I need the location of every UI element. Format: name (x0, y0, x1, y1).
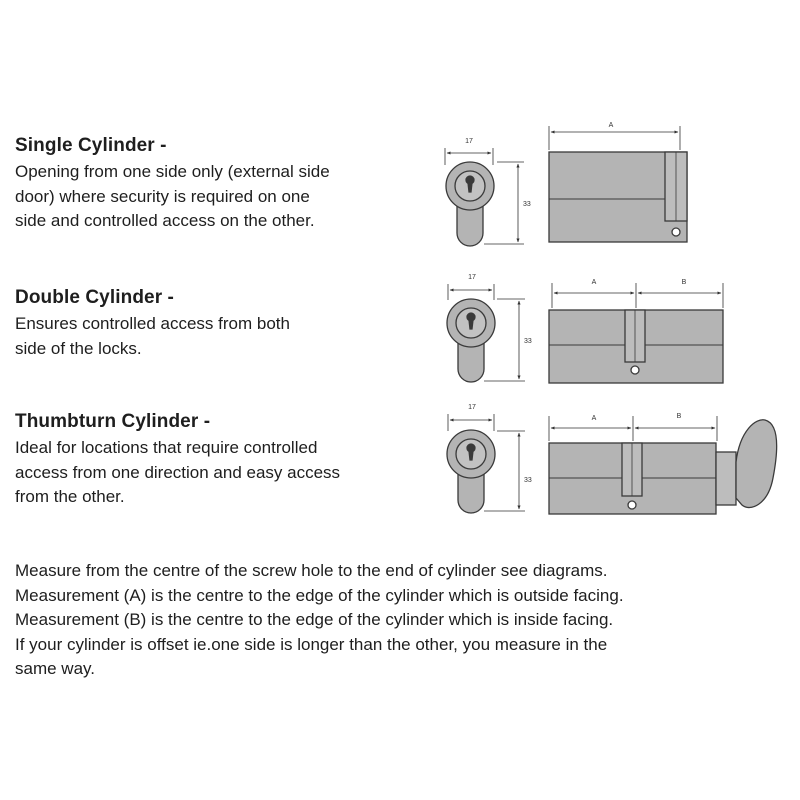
instruction-line: If your cylinder is offset ie.one side is longer than the other, you measure in the (15, 634, 608, 654)
section-title: Single Cylinder - (15, 135, 167, 156)
thumbturn-side-view (549, 420, 777, 514)
a-label: A (608, 122, 614, 129)
measurement-instructions (15, 559, 795, 682)
thumbturn-knob (736, 420, 777, 508)
b-label: B (681, 279, 687, 286)
thumbturn-end-profile (447, 430, 495, 513)
single-width-dimension (445, 138, 493, 165)
a-label: A (591, 279, 597, 286)
section-description: Ensures controlled access from both side of the locks. (15, 314, 290, 358)
double-width-dimension (448, 274, 494, 300)
instruction-line: Measurement (B) is the centre to the edge of the cylinder which is inside facing. (15, 610, 614, 630)
a-label: A (591, 415, 597, 422)
double-ab-dimension (552, 279, 723, 308)
width-label: 17 (465, 138, 473, 145)
instruction-line: Measure from the centre of the screw hole to the end of cylinder see diagrams. (15, 561, 608, 580)
double-end-profile (447, 299, 495, 382)
b-label: B (676, 413, 682, 420)
thumbturn-width-dimension (448, 404, 494, 431)
thumbturn-ab-dimension (549, 413, 717, 441)
height-label: 33 (524, 338, 532, 345)
instruction-line: Measurement (A) is the centre to the edge of the cylinder which is outside facing. (15, 585, 624, 605)
thumbturn-cylinder-diagram (447, 404, 777, 514)
single-side-view (549, 152, 687, 242)
single-end-profile (446, 162, 494, 246)
section-description: Ideal for locations that require controlled access from one direction and easy access from the other. (15, 438, 341, 506)
width-label: 17 (468, 404, 476, 411)
section-description: Opening from one side only (external side door) where security is required on one side and controlled access on the other. (15, 162, 330, 230)
height-label: 33 (523, 201, 531, 208)
width-label: 17 (468, 274, 476, 281)
double-side-view (549, 310, 723, 383)
single-cylinder-diagram (445, 122, 687, 246)
double-cylinder-diagram (447, 274, 723, 383)
section-title: Thumbturn Cylinder - (15, 411, 211, 432)
section-title: Double Cylinder - (15, 287, 174, 308)
single-a-dimension (549, 122, 680, 150)
instruction-line: same way. (15, 659, 95, 679)
height-label: 33 (524, 477, 532, 484)
